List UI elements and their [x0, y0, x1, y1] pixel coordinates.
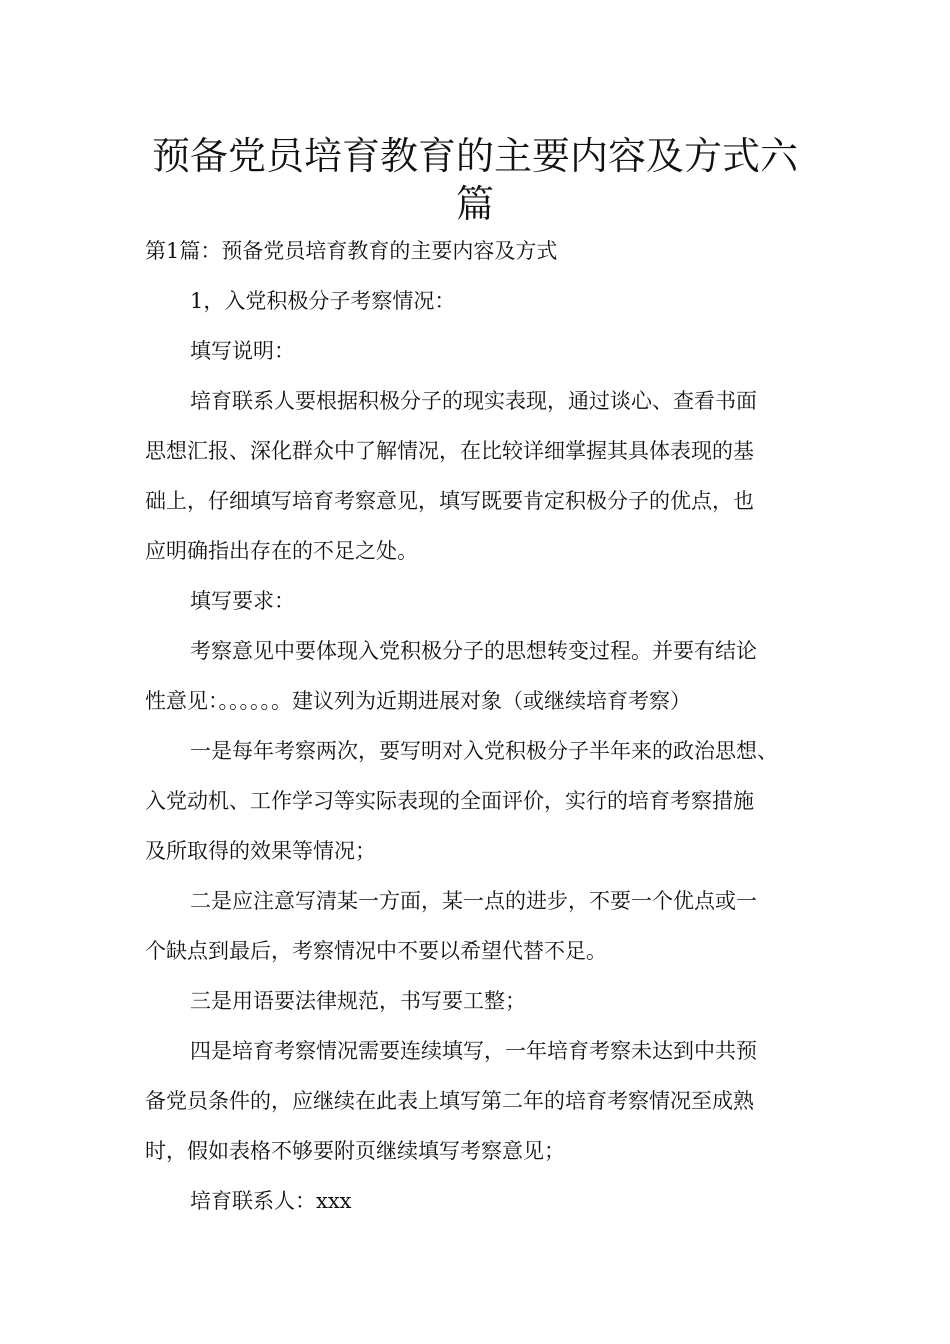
item-heading: 1，入党积极分子考察情况： [190, 289, 456, 313]
paragraph-line: 培育联系人要根据积极分子的现实表现，通过谈心、查看书面 [190, 389, 757, 413]
paragraph-line: 备党员条件的，应继续在此表上填写第二年的培育考察情况至成熟 [145, 1089, 754, 1113]
paragraph-line: 应明确指出存在的不足之处。 [145, 539, 418, 563]
document-title-line-1: 预备党员培育教育的主要内容及方式六 [151, 134, 798, 178]
paragraph-line: 四是培育考察情况需要连续填写，一年培育考察未达到中共预 [190, 1039, 757, 1063]
paragraph-line: 二是应注意写清某一方面，某一点的进步，不要一个优点或一 [190, 889, 757, 913]
paragraph-line: 考察意见中要体现入党积极分子的思想转变过程。并要有结论 [190, 639, 757, 663]
section-heading: 第1篇：预备党员培育教育的主要内容及方式 [145, 239, 558, 263]
contact-person-line: 培育联系人：xxx [190, 1189, 352, 1213]
paragraph-line: 思想汇报、深化群众中了解情况，在比较详细掌握其具体表现的基 [145, 439, 754, 463]
paragraph-line: 一是每年考察两次，要写明对入党积极分子半年来的政治思想、 [190, 739, 778, 763]
paragraph-line: 入党动机、工作学习等实际表现的全面评价，实行的培育考察措施 [145, 789, 754, 813]
fill-instructions-label: 填写说明： [190, 339, 295, 363]
fill-requirements-label: 填写要求： [190, 589, 295, 613]
paragraph-line: 性意见：。。。。。。建议列为近期进展对象（或继续培育考察） [145, 689, 691, 713]
paragraph-line: 及所取得的效果等情况； [145, 839, 376, 863]
paragraph-line: 三是用语要法律规范，书写要工整； [190, 989, 526, 1013]
paragraph-line: 础上，仔细填写培育考察意见，填写既要肯定积极分子的优点，也 [145, 489, 754, 513]
document-title-line-2: 篇 [455, 182, 494, 226]
paragraph-line: 时，假如表格不够要附页继续填写考察意见； [145, 1139, 565, 1163]
paragraph-line: 个缺点到最后，考察情况中不要以希望代替不足。 [145, 939, 607, 963]
